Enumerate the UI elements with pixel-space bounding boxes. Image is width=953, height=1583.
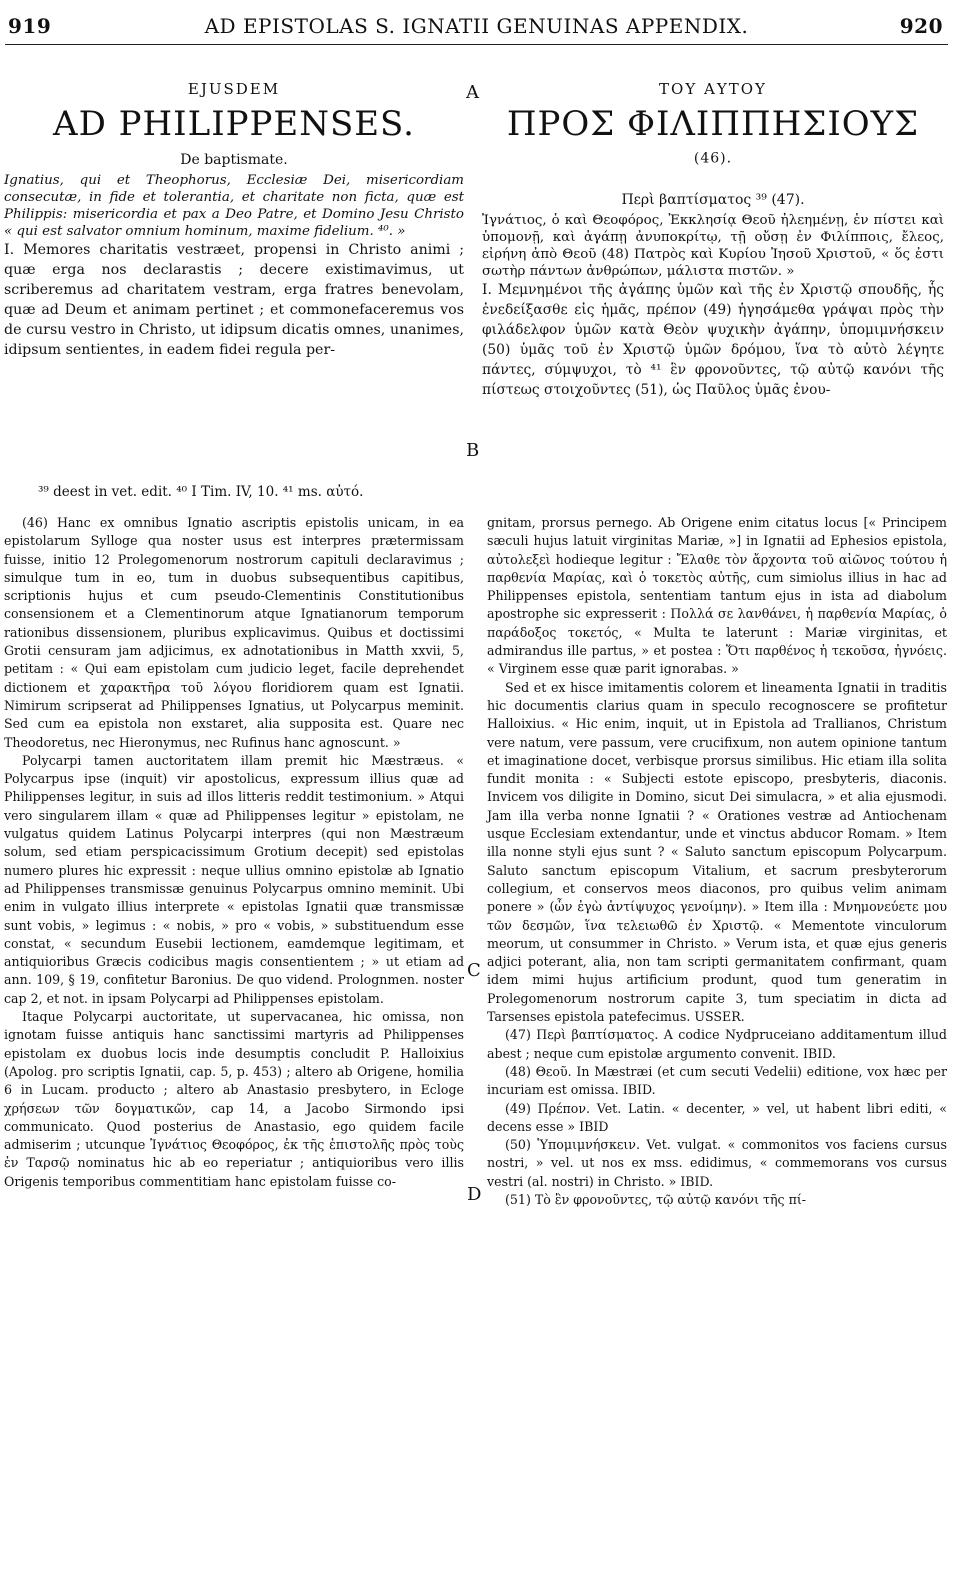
- note-46-cont-1: Polycarpi tamen auctoritatem illam premit hic Mæstræus. « Polycarpus ipse (inquit) vir apostolicus, expressum illius quæ ad Philippenses legitur, in suis ad illos litteris reddit testimonium. » Atqui vero singularem illam « quæ ad Philippenses legitur » epistolam, ne vulgatus quidem Latinus Polycarpi interpres (qui non Mæstræum solum, sed etiam perspicacissimum Grotium decepit) sed epistolas numero plures hic expressit : neque ullius omnino epistolæ ab Ignatio ad Philippenses transmissæ genuinus Polycarpus omnino meminit. Ubi enim in vulgato illius interprete « epistolas Ignatii quæ transmissæ sunt vobis, » legimus : « nobis, » pro « vobis, » substituendum esse constat, « secundum Eusebii lectionem, eamdemque legitimam, et antiquioribus Græcis codicibus magis consentientem ; » ut etiam ad ann. 109, § 19, confitetur Baronius. De quo vidend. Prolognmen. noster cap 2, et not. in ipsam Polycarpi ad Philippenses epistolam.: [4, 752, 464, 1006]
- greek-intro: Ἰγνάτιος, ὁ καὶ Θεοφόρος, Ἐκκλησίᾳ Θεοῦ ἠλεημένῃ, ἐν πίστει καὶ ὑπομονῇ, καὶ ἀγάπῃ ἀνυποκρίτῳ, τῇ οὔσῃ ἐν Φιλίπποις, ἔλεος, εἰρήνη ἀπὸ Θεοῦ (48) Πατρὸς καὶ Κυρίου Ἰησοῦ Χριστοῦ, « ὅς ἐστι σωτὴρ πάντων ἀνθρώπων, μάλιστα πιστῶν. »: [482, 213, 944, 279]
- note-51: (51) Τὸ ἓν φρονοῦντες, τῷ αὐτῷ κανόνι τῆς πί-: [505, 1191, 807, 1207]
- note-46-cont-4: Sed et ex hisce imitamentis colorem et lineamenta Ignatii in traditis hic documentis clarius quam in speculo recognoscere se profitetur Halloixius. « Hic enim, inquit, ut in Epistola ad Trallianos, Christum vere natum, vere passum, vere crucifixum, non autem opinione tantum et imaginatione docet, verbisque prorsus similibus. Hic etiam illa solita fundit monita : « Subjecti estote episcopo, presbyteris, diaconis. Invicem vos diligite in Domino, sicut Dei simulacra, » et alia ejusmodi. Jam illa verba nonne Ignatii ? « Orationes vestræ ad Antiochenam usque Ecclesiam extendantur, unde et vinctus abducor Romam. » Item illa nonne styli ejus sunt ? « Saluto sanctum episcopum Polycarpum. Saluto sanctum episcopum Vitalium, et sacrum presbyterorum collegium, et conservos meos diaconos, pro quibus velim animam ponere » (ὧν ἐγὼ ἀντίψυχος γενοίμην). » Item illa : Μνημονεύετε μου τῶν δεσμῶν, ἵνα τελειωθῶ ἐν Χριστῷ. « Mementote vinculorum meorum, ut consummer in Christo. » Verum ista, et quæ ejus generis adjici poterant, alia, non tam scripti germanitatem confirmant, quam idem mimi hujus artificium produnt, quod tum generatim in Prolegomenorum nostrorum capite 3, tum speciatim in dicta ad Tarsenses epistola patefecimus. USSER.: [487, 679, 947, 1025]
- greek-title-line: [482, 104, 944, 184]
- running-header: [0, 14, 953, 44]
- note-46: (46) Hanc ex omnibus Ignatio ascriptis epistolis unicam, in ea epistolarum Sylloge qua noster usus est interpres prætermissam fuisse, initio 12 Prolegomenorum nostrorum capituli declaravimus ; simulque tum in eo, tum in duobus subsequentibus capitibus, scriptionis hujus et cum pseudo-Clementinis Constitutionibus consensionem et a Clementinorum atque Ignatianorum temporum rationibus dissensionem, pluribus explicavimus. Quibus et doctissimi Grotii censuram jam adjicimus, ex adnotationibus in Matth xxvii, 5, petitam : « Qui eam epistolam cum judicio leget, facile deprehendet dictionem et χαρακτῆρα τοῦ λόγου floridiorem quam est Ignatii. Nimirum scripserat ad Philippenses Ignatius, ut Polycarpus meminit. Sed cum ea epistola non exstaret, alia supposita est. Quare nec Theodoretus, nec Hieronymus, nec Rufinus hanc agnoscunt. »: [4, 515, 464, 750]
- note-46-cont-2: Itaque Polycarpi auctoritate, ut supervacanea, hic omissa, non ignotam fuisse antiquis hanc sanctissimi martyris ad Philippenses epistolam ex duobus locis inde desumptis concludit P. Halloixius (Apolog. pro scriptis Ignatii, cap. 5, p. 453) ; altero ab Origene, homilia 6 in Lucam. producto ; altero ab Anastasio presbytero, in Ecloge χρήσεων τῶν δογματικῶν, cap 14, a Jacobo Sirmondo ipsi communicato. Quod posterius de Anastasio, ego quidem facile admiserim ; utcunque Ἰγνάτιος Θεοφόρος, ἐκ τῆς ἐπιστολῆς πρὸς τοὺς ἐν Ταρσῷ nominatus hic ab eo reperiatur ; antiquioribus vero illis Origenis temporibus commentitiam hanc epistolam fuisse co-: [4, 1009, 464, 1189]
- note-50: (50) Ὑπομιμνήσκειν. Vet. vulgat. « commonitos vos faciens cursus nostri, » vel. ut nos ex mss. edidimus, « commemorans vos cursus vestri (al. nostri) in Christo. » IBID.: [487, 1137, 947, 1189]
- greek-paragraph-1: I. Μεμνημένοι τῆς ἀγάπης ὑμῶν καὶ τῆς ἐν Χριστῷ σπουδῆς, ἧς ἐνεδείξασθε εἰς ἡμᾶς, πρέπον (49) ἡγησάμεθα γράψαι πρὸς τὴν φιλάδελφον ὑμῶν κατὰ Θεὸν ψυχικὴν ἀγάπην, ὑπομιμνήσκειν (50) ὑμᾶς τοῦ ἐν Χριστῷ ὑμῶν δρόμου, ἵνα τὸ αὐτὸ λέγητε πάντες, σύμψυχοι, τὸ ⁴¹ ἓν φρονοῦντες, τῷ αὐτῷ κανόνι τῆς πίστεως στοιχοῦντες (51), ὡς Παῦλος ὑμᾶς ἐνου-: [482, 282, 944, 398]
- latin-column: [4, 80, 464, 360]
- note-48: (48) Θεοῦ. In Mæstræi (et cum secuti Vedelii) editione, vox hæc per incuriam est omissa. IBID.: [487, 1063, 947, 1098]
- notes-right-column: [487, 514, 947, 1209]
- note-49: (49) Πρέπον. Vet. Latin. « decenter, » vel, ut habent libri editi, « decens esse » IBID: [487, 1100, 947, 1134]
- running-title: AD EPISTOLAS S. IGNATII GENUINAS APPENDIX.: [204, 14, 749, 38]
- note-47: (47) Περὶ βαπτίσματος. A codice Nydpruceiano additamentum illud abest ; neque cum epistolæ argumento convenit. IBID.: [487, 1027, 947, 1061]
- notes-left-column: [4, 514, 464, 1191]
- greek-title-note: (46).: [693, 150, 733, 167]
- greek-subtitle: Περὶ βαπτίσματος ³⁹ (47).: [621, 192, 805, 208]
- greek-column: [482, 80, 944, 400]
- note-46-cont-3: gnitam, prorsus pernego. Ab Origene enim citatus locus [« Principem sæculi hujus latuit virginitas Mariæ, »] in Ignatii ad Ephesios epistola, αὐτολεξεὶ hodieque legitur : Ἔλαθε τὸν ἄρχοντα τοῦ αἰῶνος τούτου ἡ παρθενία Μαρίας, καὶ ὁ τοκετὸς αὐτῆς, cum simiolus illius in hac ad Philippenses epistola, sententiam tantum ejus in ista ad diabolum apostrophe sic expresserit : Πολλά σε λανθάνει, ἡ παρθενία Μαρίας, ὁ παράδοξος τοκετός, « Multa te laterunt : Mariæ virginitas, et admirandus ille partus, » et postea : Ὅτι παρθένος ἡ τεκοῦσα, ἠγνόεις. « Virginem esse quæ parit ignorabas. »: [487, 515, 947, 677]
- greek-title: ΠΡΟΣ ΦΙΛΙΠΠΗΣΙΟΥΣ: [506, 104, 920, 144]
- latin-ejusdem: EJUSDEM: [187, 80, 281, 98]
- latin-paragraph-1: I. Memores charitatis vestræet, propensi in Christo animi ; quæ erga nos declarastis ; decere existimavimus, ut scriberemus ad charitatem vestram, erga fratres benevolam, quæ ad Deum et animam pertinet ; et commonefaceremus vos de cursu vestro in Christo, ut idipsum dicatis omnes, unanimes, idipsum sentientes, in eadem fidei regula per-: [4, 242, 464, 358]
- header-rule: [5, 44, 948, 45]
- latin-subtitle: De baptismate.: [180, 152, 288, 168]
- margin-marker-b: B: [466, 440, 480, 461]
- short-footnotes: ³⁹ deest in vet. edit. ⁴⁰ I Tim. IV, 10. ⁴¹ ms. αὐτό.: [38, 484, 364, 500]
- latin-title: AD PHILIPPENSES.: [53, 104, 415, 144]
- page-number-right: 920: [899, 14, 943, 38]
- margin-marker-c: C: [467, 960, 481, 981]
- margin-marker-d: D: [467, 1184, 482, 1205]
- latin-intro: Ignatius, qui et Theophorus, Ecclesiæ Dei, misericordiam consecutæ, in fide et tolerantia, et charitate non ficta, quæ est Philippis: misericordia et pax a Deo Patre, et Domino Jesu Christo « qui est salvator omnium hominum, maxime fidelium. ⁴⁰. »: [4, 173, 464, 239]
- margin-marker-a: A: [466, 82, 479, 103]
- greek-tou-autou: ΤΟΥ ΑΥΤΟΥ: [659, 80, 767, 98]
- page-number-left: 919: [8, 14, 52, 38]
